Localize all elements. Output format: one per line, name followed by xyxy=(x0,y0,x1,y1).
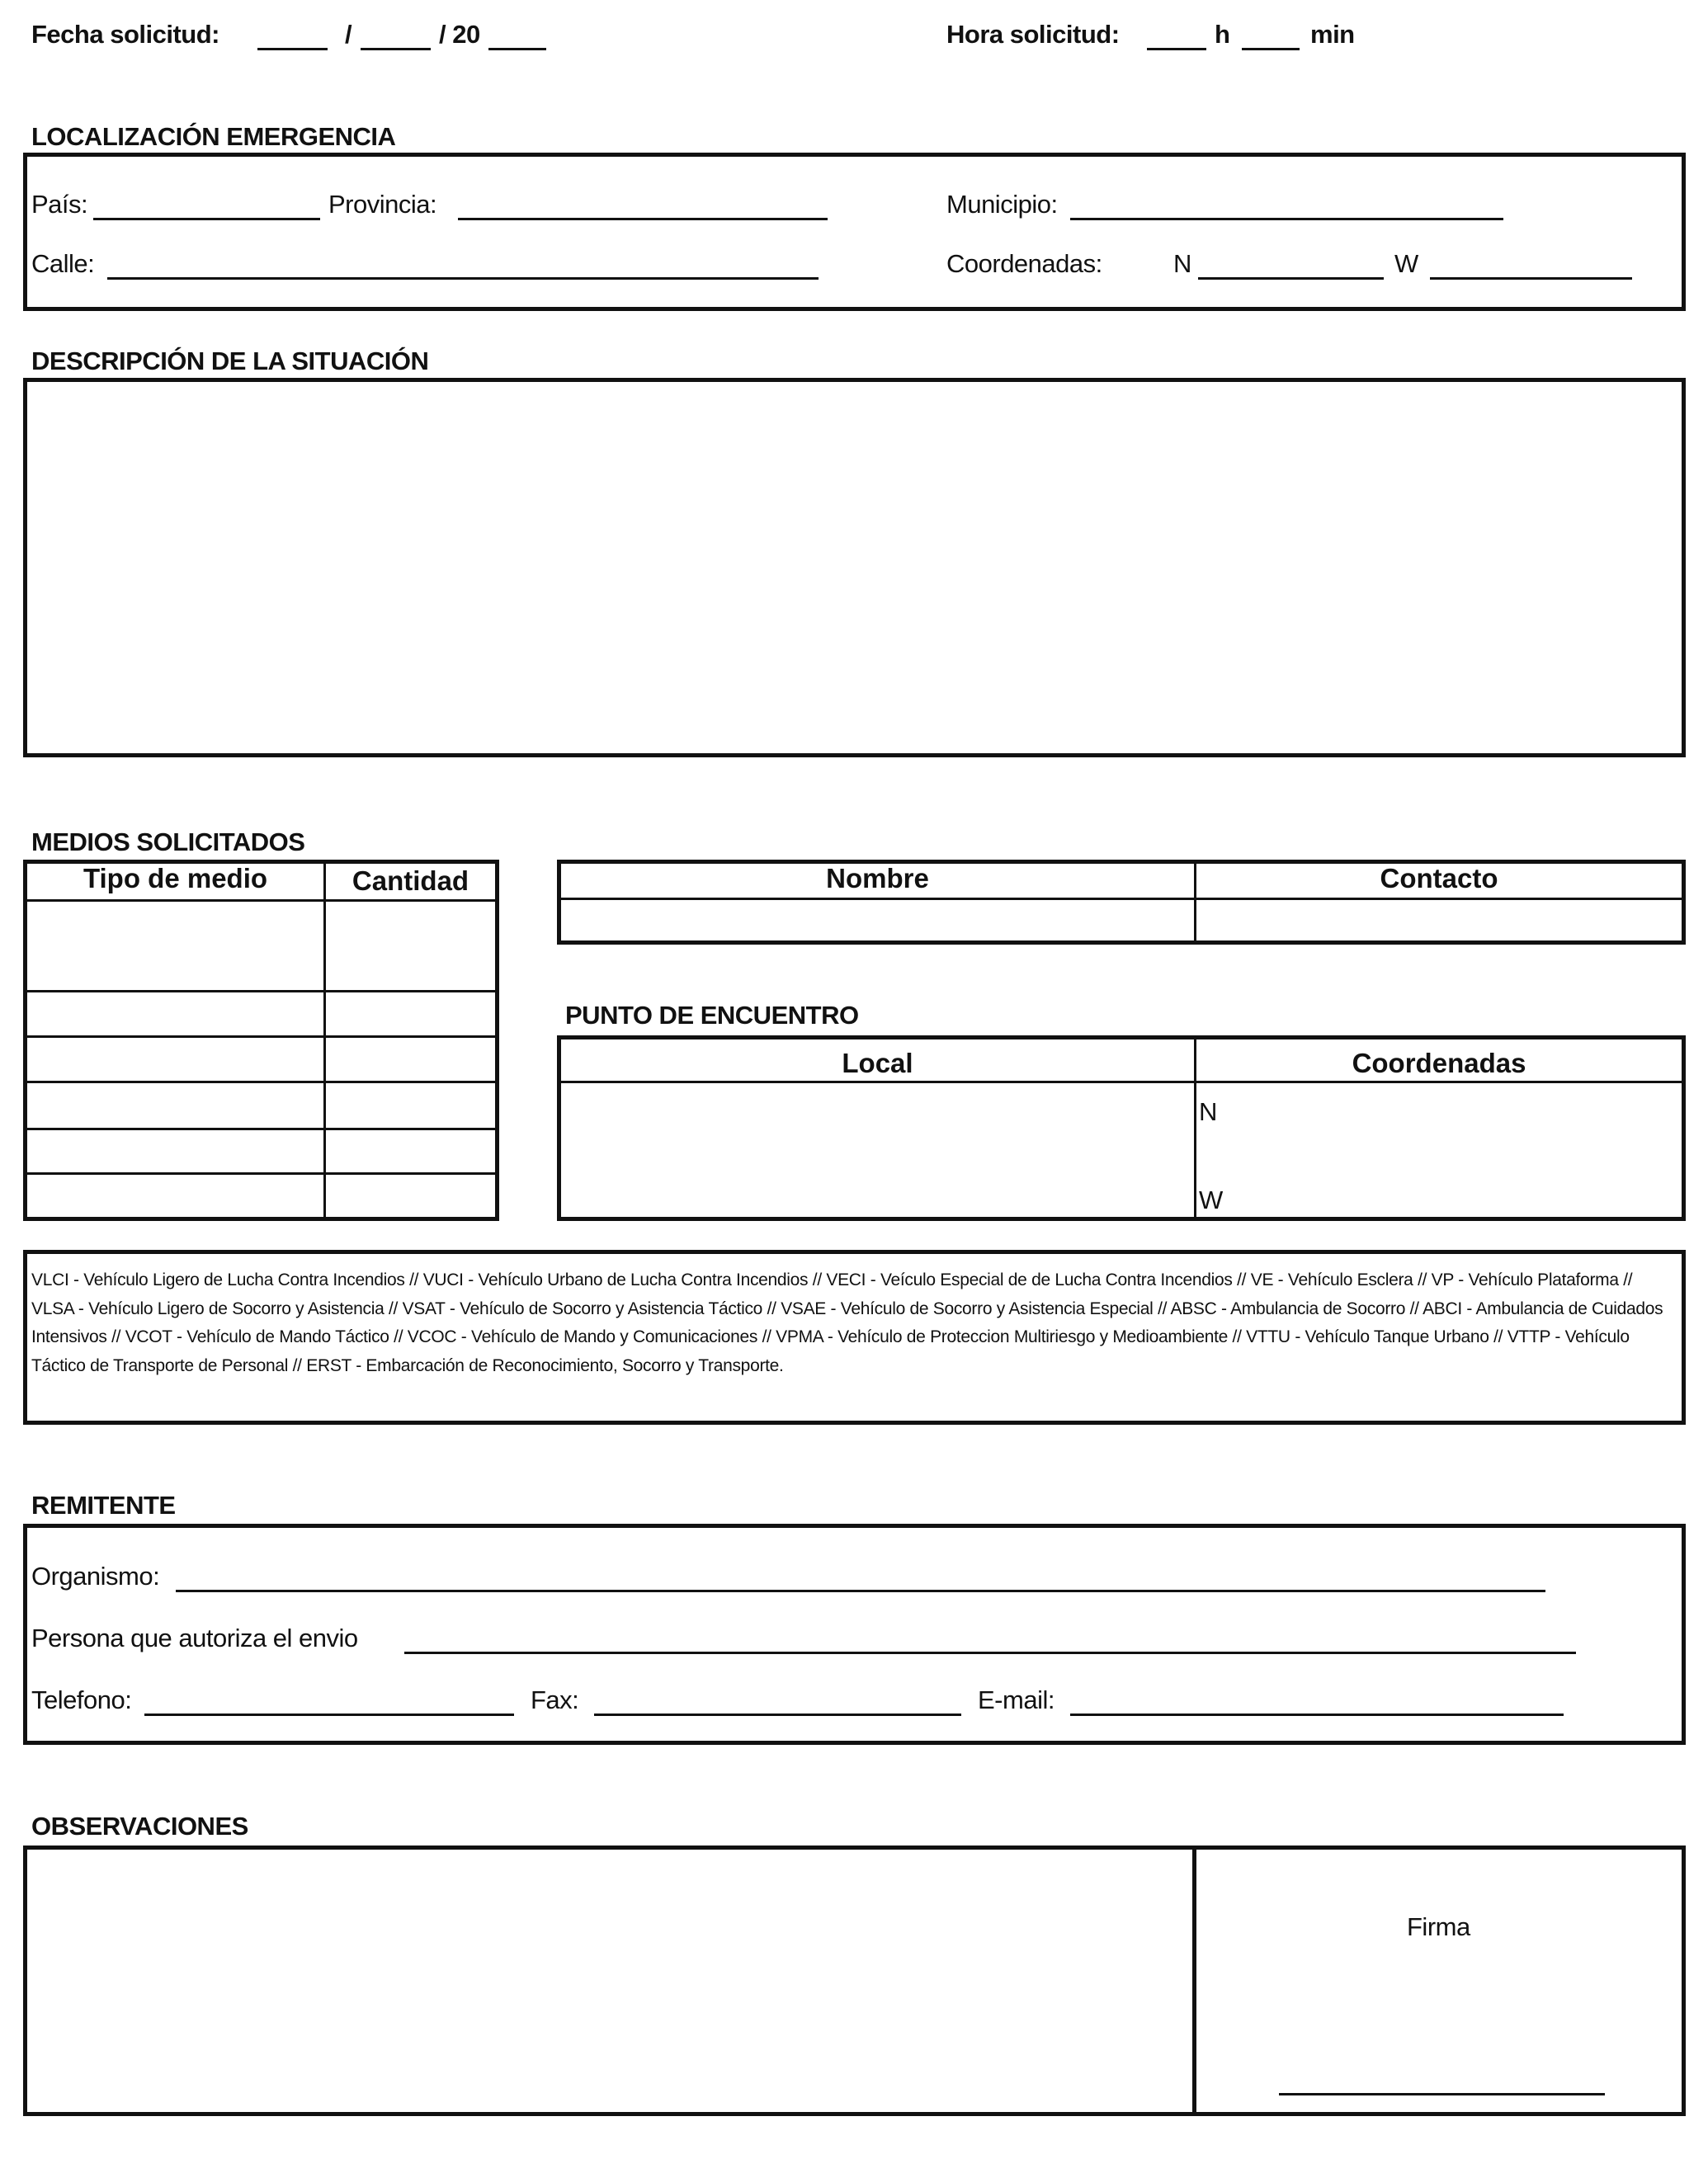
persona-autoriza-label: Persona que autoriza el envio xyxy=(31,1624,358,1652)
fecha-day-field[interactable] xyxy=(257,48,328,50)
encuentro-w-label: W xyxy=(1199,1186,1223,1214)
pais-label: País: xyxy=(31,190,88,219)
hora-h-label: h xyxy=(1215,20,1230,49)
provincia-label: Provincia: xyxy=(328,190,437,219)
firma-divider xyxy=(1192,1846,1196,2116)
fax-label: Fax: xyxy=(531,1685,579,1714)
nombre-contacto-header-divider xyxy=(561,898,1682,900)
localizacion-title: LOCALIZACIÓN EMERGENCIA xyxy=(31,122,396,151)
municipio-label: Municipio: xyxy=(946,190,1058,219)
observaciones-title: OBSERVACIONES xyxy=(31,1812,248,1841)
coord-n-label: N xyxy=(1173,249,1191,278)
hora-solicitud-label: Hora solicitud: xyxy=(946,20,1120,49)
medios-header-divider xyxy=(27,899,495,902)
fecha-solicitud-label: Fecha solicitud: xyxy=(31,20,219,49)
medios-row-divider xyxy=(27,990,495,992)
col-local-header: Local xyxy=(842,1048,913,1078)
col-cantidad-header: Cantidad xyxy=(352,865,469,896)
col-nombre-header: Nombre xyxy=(826,863,929,893)
persona-autoriza-field[interactable] xyxy=(404,1652,1576,1654)
coord-w-label: W xyxy=(1394,249,1418,278)
col-coordenadas-header: Coordenadas xyxy=(1352,1048,1526,1078)
col-tipo-medio-header: Tipo de medio xyxy=(83,863,268,893)
provincia-field[interactable] xyxy=(458,218,828,220)
fecha-separator-1: / xyxy=(345,20,352,49)
fecha-separator-2: / 20 xyxy=(439,20,480,49)
organismo-field[interactable] xyxy=(176,1590,1545,1592)
coordenadas-label: Coordenadas: xyxy=(946,249,1102,278)
coord-n-field[interactable] xyxy=(1198,277,1384,280)
organismo-label: Organismo: xyxy=(31,1562,160,1591)
pais-field[interactable] xyxy=(93,218,320,220)
medios-col-divider xyxy=(323,860,326,1221)
hora-min-label: min xyxy=(1310,20,1355,49)
telefono-label: Telefono: xyxy=(31,1685,132,1714)
punto-encuentro-header-divider xyxy=(561,1081,1682,1083)
fecha-year-field[interactable] xyxy=(488,48,546,50)
calle-field[interactable] xyxy=(107,277,819,280)
email-field[interactable] xyxy=(1070,1714,1564,1716)
medios-row-divider xyxy=(27,1172,495,1175)
hora-minutes-field[interactable] xyxy=(1242,48,1300,50)
medios-row-divider xyxy=(27,1128,495,1130)
municipio-field[interactable] xyxy=(1070,218,1503,220)
firma-label: Firma xyxy=(1407,1912,1470,1941)
fecha-month-field[interactable] xyxy=(361,48,431,50)
telefono-field[interactable] xyxy=(144,1714,514,1716)
calle-label: Calle: xyxy=(31,249,95,278)
medios-table xyxy=(23,860,499,1221)
coord-w-field[interactable] xyxy=(1430,277,1632,280)
encuentro-n-label: N xyxy=(1199,1097,1217,1126)
medios-title: MEDIOS SOLICITADOS xyxy=(31,827,305,856)
descripcion-title: DESCRIPCIÓN DE LA SITUACIÓN xyxy=(31,346,429,375)
email-label: E-mail: xyxy=(978,1685,1055,1714)
medios-row-divider xyxy=(27,1035,495,1038)
fax-field[interactable] xyxy=(594,1714,961,1716)
punto-encuentro-title: PUNTO DE ENCUENTRO xyxy=(565,1001,859,1030)
observaciones-textarea[interactable] xyxy=(27,1850,1192,2112)
medios-row-divider xyxy=(27,1081,495,1083)
col-contacto-header: Contacto xyxy=(1380,863,1498,893)
descripcion-textarea[interactable] xyxy=(23,378,1686,757)
localizacion-box xyxy=(23,153,1686,311)
firma-signature-line[interactable] xyxy=(1279,2093,1605,2095)
vehicle-abbreviations-legend: VLCI - Vehículo Ligero de Lucha Contra Incendios // VUCI - Vehículo Urbano de Lucha Contra Incendios // VECI - Veículo Especial de de Lucha Contra Incendios // VE - Vehículo Esclera // VP - Vehículo Plataforma // VLSA - Vehículo Ligero de Socorro y Asistencia // VSAT - Vehículo de Socorro y Asistencia Táctico // VSAE - Vehículo de Socorro y Asistencia Especial // ABSC - Ambulancia de Socorro // ABCI - Ambulancia de Cuidados Intensivos // VCOT - Vehículo de Mando Táctico // VCOC - Vehículo de Mando y Comunicaciones // VPMA - Vehículo de Proteccion Multiriesgo y Medioambiente // VTTU - Vehículo Tanque Urbano // VTTP - Vehículo Táctico de Transporte de Personal // ERST - Embarcación de Reconocimiento, Socorro y Transporte. xyxy=(31,1270,1663,1375)
hora-hours-field[interactable] xyxy=(1147,48,1206,50)
remitente-title: REMITENTE xyxy=(31,1491,176,1520)
